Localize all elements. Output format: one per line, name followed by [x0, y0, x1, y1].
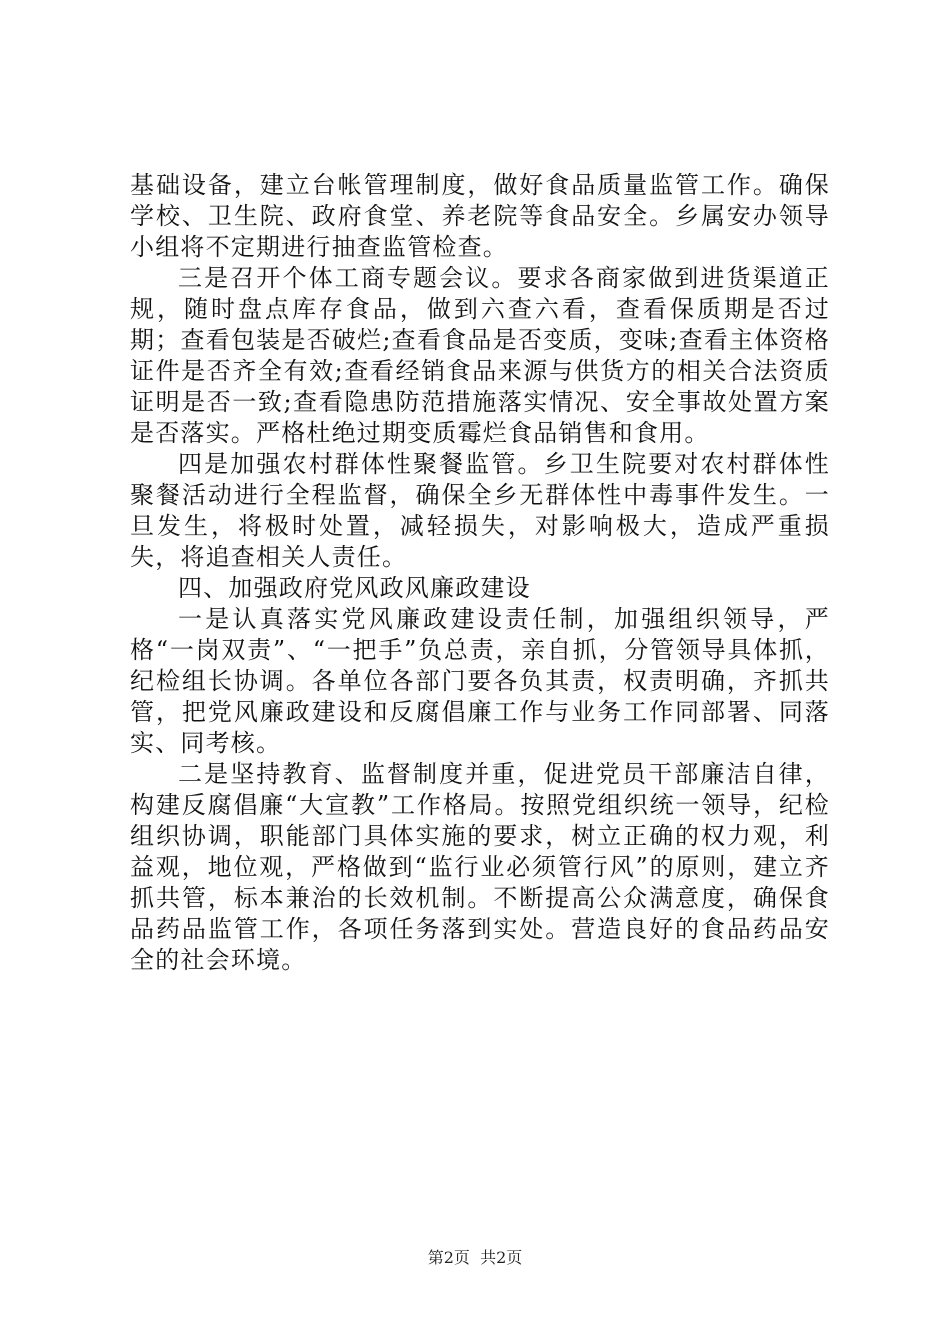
paragraph-item-three: 三是召开个体工商专题会议。要求各商家做到进货渠道正规，随时盘点库存食品，做到六查六看，查看保质期是否过期；查看包装是否破烂;查看食品是否变质，变味;查看主体资格证件是否齐全有效;查看经销食品来源与供货方的相关合法资质证明是否一致;查看隐患防范措施落实情况、安全事故处置方案是否落实。严格杜绝过期变质霉烂食品销售和食用。 [130, 264, 830, 447]
paragraph-item-one: 一是认真落实党风廉政建设责任制，加强组织领导，严格“一岗双责”、“一把手”负总责，亲自抓，分管领导具体抓，纪检组长协调。各单位各部门要各负其责，权责明确，齐抓共管，把党风廉政建设和反腐倡廉工作与业务工作同部署、同落实、同考核。 [130, 605, 830, 757]
page-number: 第2页 共2页 [427, 1248, 523, 1267]
document-body [130, 170, 830, 976]
paragraph-item-two: 二是坚持教育、监督制度并重，促进党员干部廉洁自律，构建反腐倡廉“大宣教”工作格局。按照党组织统一领导，纪检组织协调，职能部门具体实施的要求，树立正确的权力观，利益观，地位观，严格做到“监行业必须管行风”的原则，建立齐抓共管，标本兼治的长效机制。不断提高公众满意度，确保食品药品监管工作，各项任务落到实处。营造良好的食品药品安全的社会环境。 [130, 760, 830, 974]
page-footer [0, 1248, 950, 1268]
section-heading: 四、加强政府党风政风廉政建设 [178, 574, 531, 602]
paragraph-item-four: 四是加强农村群体性聚餐监管。乡卫生院要对农村群体性聚餐活动进行全程监督，确保全乡无群体性中毒事件发生。一旦发生，将极时处置，减轻损失，对影响极大，造成严重损失，将追查相关人责任。 [130, 450, 830, 571]
paragraph-continuation: 基础设备，建立台帐管理制度，做好食品质量监管工作。确保学校、卫生院、政府食堂、养老院等食品安全。乡属安办领导小组将不定期进行抽查监管检查。 [130, 171, 830, 261]
